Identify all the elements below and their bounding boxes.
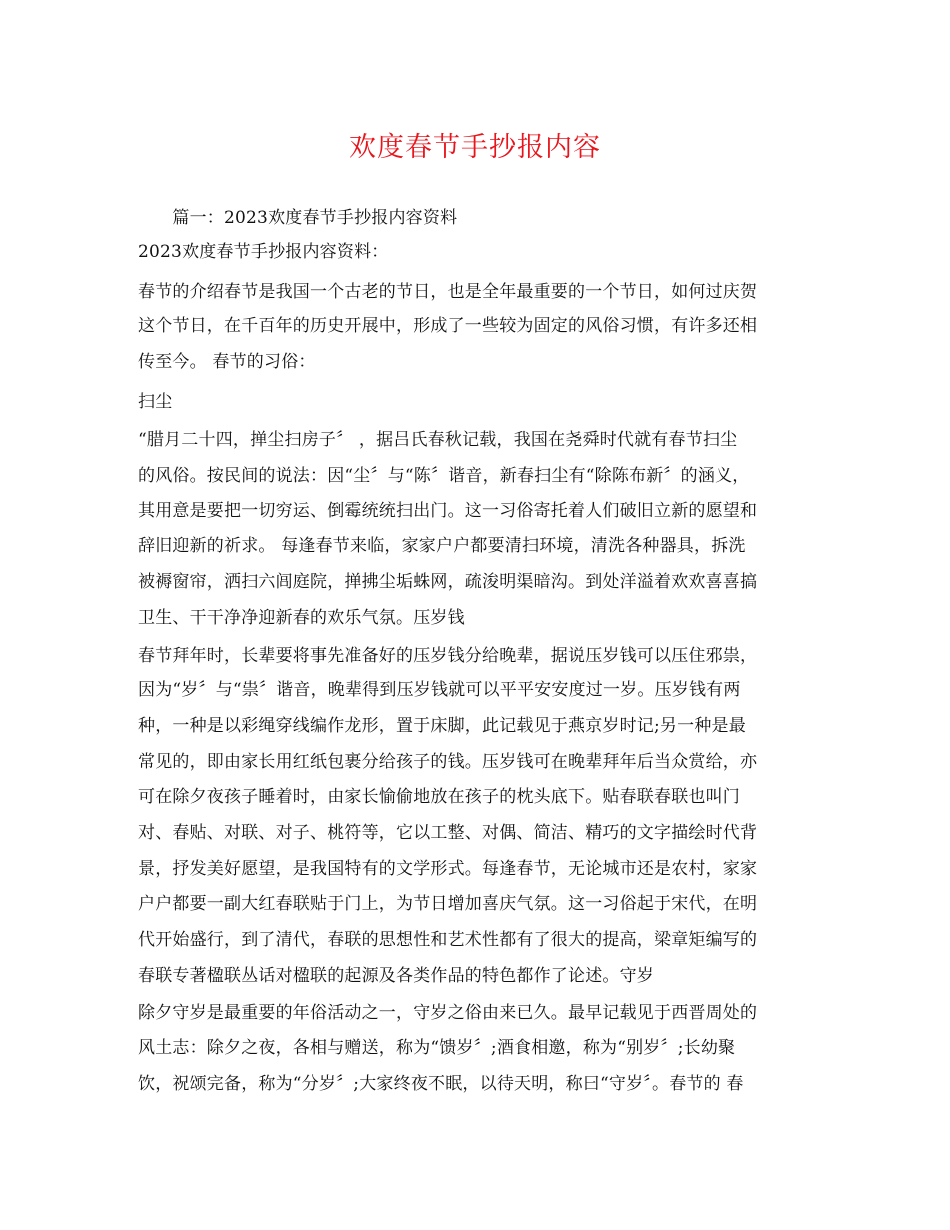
text-line: 对、春贴、对联、对子、桃符等，它以工整、对偶、简洁、精巧的文字描绘时代背 — [138, 823, 758, 843]
text-line: 可在除夕夜孩子睡着时，由家长愉偷地放在孩子的枕头底下。贴春联春联也叫门 — [138, 787, 740, 807]
text-line: 2023欢度春节手抄报内容资料： — [138, 242, 389, 262]
text-line: 春节拜年时，长辈要将事先准备好的压岁钱分给晚辈，据说压岁钱可以压住邪祟， — [138, 646, 758, 666]
text-line: 其用意是要把一切穷运、倒霉统统扫出门。这一习俗寄托着人们破旧立新的愿望和 — [138, 501, 758, 521]
text-line: 景，抒发美好愿望，是我国特有的文学形式。每逢春节，无论城市还是农村，家家 — [138, 859, 758, 879]
text-line: 这个节日，在千百年的历史开展中，形成了一些较为固定的风俗习惯，有许多还相 — [138, 316, 758, 336]
text-line: 代开始盛行，到了清代，春联的思想性和艺术性都有了很大的提高，梁章矩编写的 — [138, 930, 758, 950]
text-line: 春联专著楹联丛话对楹联的起源及各类作品的特色都作了论述。守岁 — [138, 966, 654, 986]
text-line: 饮，祝颂完备，称为“分岁〞;大家终夜不眠，以待天明，称曰“守岁〞。春节的 春 — [138, 1074, 744, 1094]
text-line: 卫生、干干净净迎新春的欢乐气氛。压岁钱 — [138, 608, 465, 628]
text-line: 篇一：2023欢度春节手抄报内容资料 — [138, 208, 458, 228]
text-line: 传至今。 春节的习俗： — [138, 352, 316, 372]
text-line: 种，一种是以彩绳穿线编作龙形，置于床脚，此记载见于燕京岁时记;另一种是最 — [138, 716, 746, 736]
text-line: “腊月二十四，掸尘扫房子〞 ，据吕氏春秋记载，我国在尧舜时代就有春节扫尘 — [138, 430, 738, 450]
text-line: 被褥窗帘，洒扫六闾庭院，掸拂尘垢蛛网，疏浚明渠暗沟。到处洋溢着欢欢喜喜搞 — [138, 572, 758, 592]
text-line: 常见的，即由家长用红纸包裹分给孩子的钱。压岁钱可在晚辈拜年后当众赏给，亦 — [138, 752, 758, 772]
text-line: 的风俗。按民间的说法：因“尘〞与“陈〞谐音，新春扫尘有“除陈布新〞的涵义， — [138, 466, 750, 486]
text-line: 风土志：除夕之夜，各相与赠送，称为“馈岁〞;酒食相邀，称为“别岁〞;长幼聚 — [138, 1038, 736, 1058]
text-line: 除夕守岁是最重要的年俗活动之一，守岁之俗由来已久。最早记载见于西晋周处的 — [138, 1003, 758, 1023]
text-line: 辞旧迎新的祈求。 每逢春节来临，家家户户都要清扫环境，清洗各种器具，拆洗 — [138, 536, 746, 556]
document-title: 欢度春节手抄报内容 — [349, 132, 601, 163]
text-line: 因为“岁〞与“祟〞谐音，晚辈得到压岁钱就可以平平安安度过一岁。压岁钱有两 — [138, 680, 741, 700]
text-line: 户户都要一副大红春联贴于门上，为节日增加喜庆气氛。这一习俗起于宋代，在明 — [138, 894, 758, 914]
text-line: 扫尘 — [138, 392, 173, 412]
text-line: 春节的介绍春节是我国一个古老的节日，也是全年最重要的一个节日，如何过庆贺 — [138, 282, 758, 302]
